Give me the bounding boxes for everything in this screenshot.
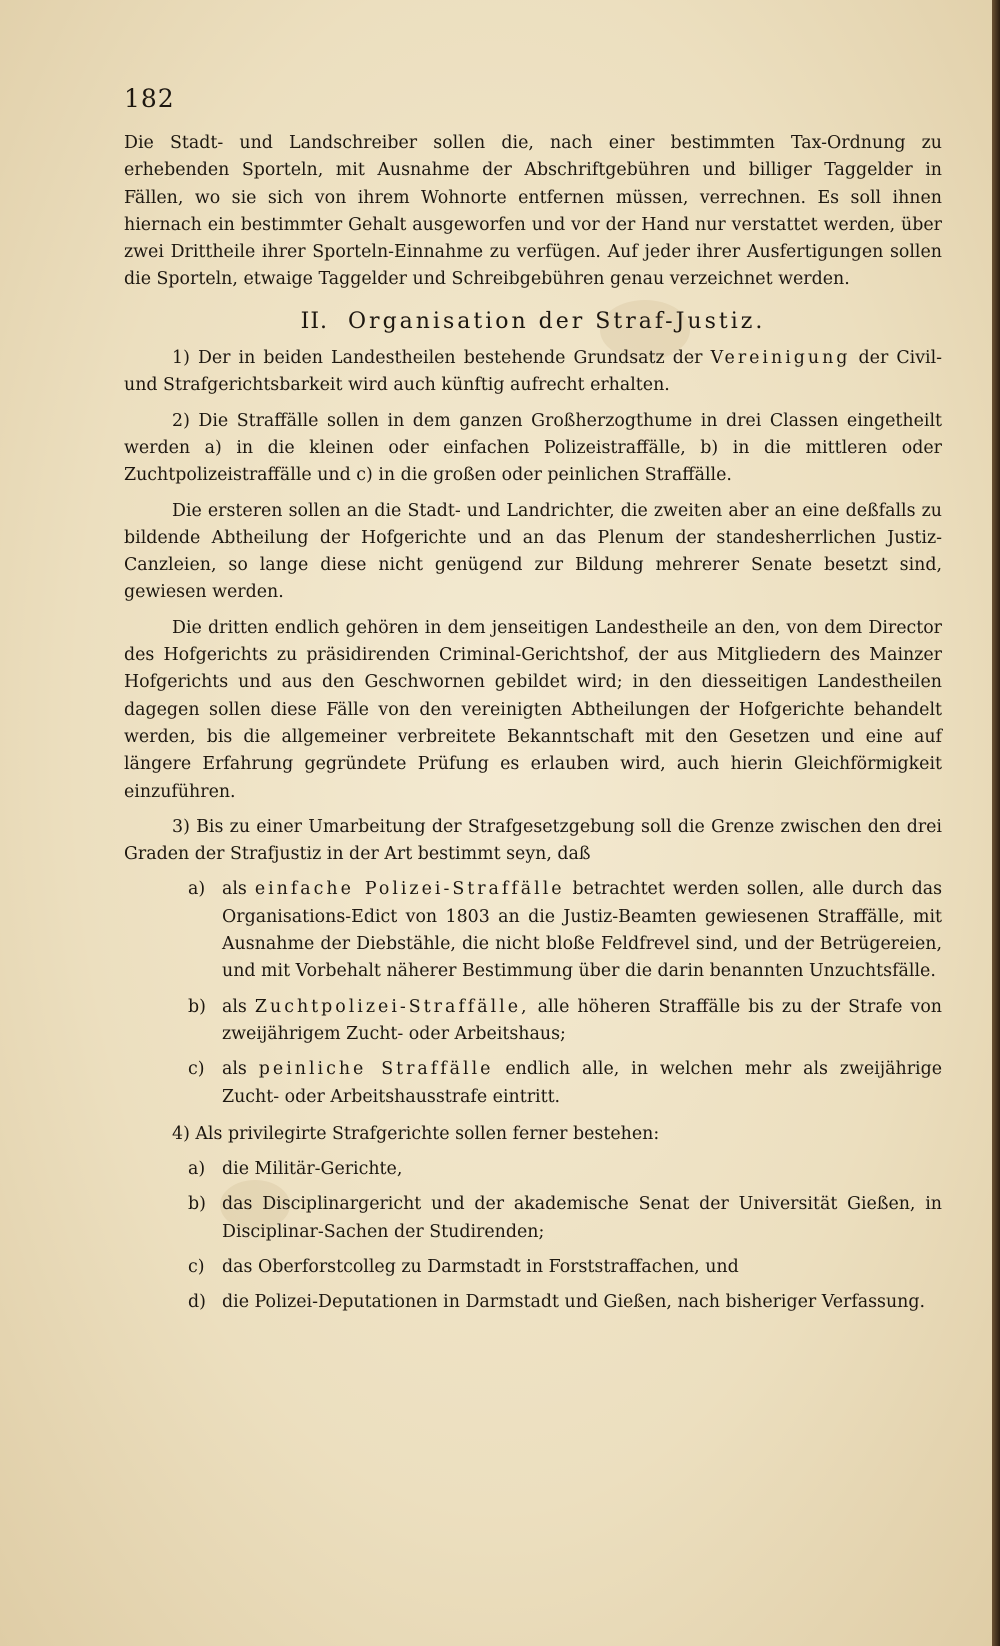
list-item-text xyxy=(222,994,942,1049)
list-item-rest: betrachtet werden sollen, alle durch das Organisations-Edict von 1803 an die Justiz-Beamten gewiesenen Straffälle, mit Ausnahme der Diebstähle, die nicht bloße Feldfrevel sind, und der Betrügereien, und mit Vorbehalt näherer Bestimmung über die darin benannten Unzuchtsfälle. xyxy=(222,879,943,982)
list-item xyxy=(188,1191,942,1246)
privileged-courts-list xyxy=(188,1156,942,1316)
list-item-rest: alle höheren Straffälle bis zu der Strafe von zweijährigem Zucht- oder Arbeitshaus; xyxy=(222,996,942,1044)
paragraph-1-text-b: der Civil- und Strafgerichtsbarkeit wird auch künftig aufrecht erhalten. xyxy=(124,348,943,396)
list-item xyxy=(188,1056,942,1111)
page-edge xyxy=(992,0,1000,1646)
list-item xyxy=(188,994,942,1049)
paragraph-1 xyxy=(124,345,942,400)
list-marker: c) xyxy=(188,1256,205,1277)
list-item-text xyxy=(222,876,942,985)
list-item-lead: als xyxy=(222,879,247,900)
list-marker: d) xyxy=(188,1292,206,1313)
paragraph-1-number: 1) xyxy=(172,348,190,369)
section-number: II. xyxy=(300,308,329,334)
list-item-emphasis: peinliche Straffälle xyxy=(258,1059,494,1080)
paragraph-1-text-a: Der in beiden Landestheilen bestehende Grundsatz der xyxy=(197,348,703,369)
page-number: 182 xyxy=(124,84,175,113)
list-marker: a) xyxy=(188,879,206,900)
list-item xyxy=(188,876,942,985)
list-item-rest: endlich alle, in welchen mehr als zweijährige Zucht- oder Arbeitshausstrafe eintritt. xyxy=(222,1059,943,1107)
list-item-emphasis: einfache Polizei-Straffälle xyxy=(254,879,565,900)
list-marker: b) xyxy=(188,996,206,1017)
grade-list xyxy=(188,876,942,1110)
list-item xyxy=(188,1254,942,1281)
paragraph-5: 3) Bis zu einer Umarbeitung der Strafgesetzgebung soll die Grenze zwischen den drei Graden der Strafjustiz in der Art bestimmt seyn, daß xyxy=(124,816,942,865)
list-marker: a) xyxy=(188,1159,206,1180)
list-item-text: das Disciplinargericht und der akademische Senat der Universität Gießen, in Disciplinar-Sachen der Studirenden; xyxy=(222,1194,942,1242)
list-marker: b) xyxy=(188,1194,206,1215)
list-item-lead: als xyxy=(222,1059,247,1080)
paragraph-2: 2) Die Straffälle sollen in dem ganzen Großherzogthume in drei Classen eingetheilt werden a) in die kleinen oder einfachen Polizeistraffälle, b) in die mittleren oder Zuchtpolizeistraffälle und c) in die großen oder peinlichen Straffälle. xyxy=(124,410,942,486)
section-title: Organisation der Straf-Justiz. xyxy=(348,308,766,334)
list-marker: c) xyxy=(188,1059,205,1080)
list-item-text: das Oberforstcolleg zu Darmstadt in Forststraffachen, und xyxy=(222,1256,739,1277)
page-body xyxy=(124,130,942,1327)
paragraph-intro: Die Stadt- und Landschreiber sollen die, nach einer bestimmten Tax-Ordnung zu erhebenden Sporteln, mit Ausnahme der Abschriftgebühren und billiger Taggelder in Fällen, wo sie sich von ihrem Wohnorte entfernen müssen, verrechnen. Es soll ihnen hiernach ein bestimmter Gehalt ausgeworfen und vor der Hand nur verstattet werden, über zwei Drittheile ihrer Sporteln-Einnahme zu verfügen. Auf jeder ihrer Ausfertigungen sollen die Sporteln, etwaige Taggelder und Schreibgebühren genau verzeichnet werden. xyxy=(124,133,942,290)
paragraph-3: Die ersteren sollen an die Stadt- und Landrichter, die zweiten aber an eine deßfalls zu bildende Abtheilung der Hofgerichte und an das Plenum der standesherrlichen Justiz-Canzleien, so lange diese nicht genügend zur Bildung mehrerer Senate besetzt sind, gewiesen werden. xyxy=(124,500,942,603)
list-item-text: die Militär-Gerichte, xyxy=(222,1159,403,1180)
section-heading xyxy=(124,308,942,335)
list-item xyxy=(188,1156,942,1183)
list-item-text: die Polizei-Deputationen in Darmstadt und Gießen, nach bisheriger Verfassung. xyxy=(222,1292,926,1313)
list-item xyxy=(188,1289,942,1316)
list-item-text xyxy=(222,1056,942,1111)
paragraph-1-emphasis: Vereinigung xyxy=(710,348,851,369)
paragraph-4: Die dritten endlich gehören in dem jenseitigen Landestheile an den, von dem Director des Hofgerichts zu präsidirenden Criminal-Gerichtshof, der aus Mitgliedern des Mainzer Hofgerichts und aus den Geschwornen gebildet wird; in den diesseitigen Landestheilen dagegen sollen diese Fälle von den vereinigten Abtheilungen der Hofgerichte behandelt werden, bis die allgemeiner verbreitete Bekanntschaft mit den Gesetzen und eine auf längere Erfahrung gegründete Prüfung es erlauben wird, auch hierin Gleichförmigkeit einzuführen. xyxy=(124,617,942,802)
list-item-lead: als xyxy=(222,996,247,1017)
list-item-emphasis: Zuchtpolizei-Straffälle, xyxy=(254,996,530,1017)
paragraph-6: 4) Als privilegirte Strafgerichte sollen ferner bestehen: xyxy=(172,1123,660,1144)
